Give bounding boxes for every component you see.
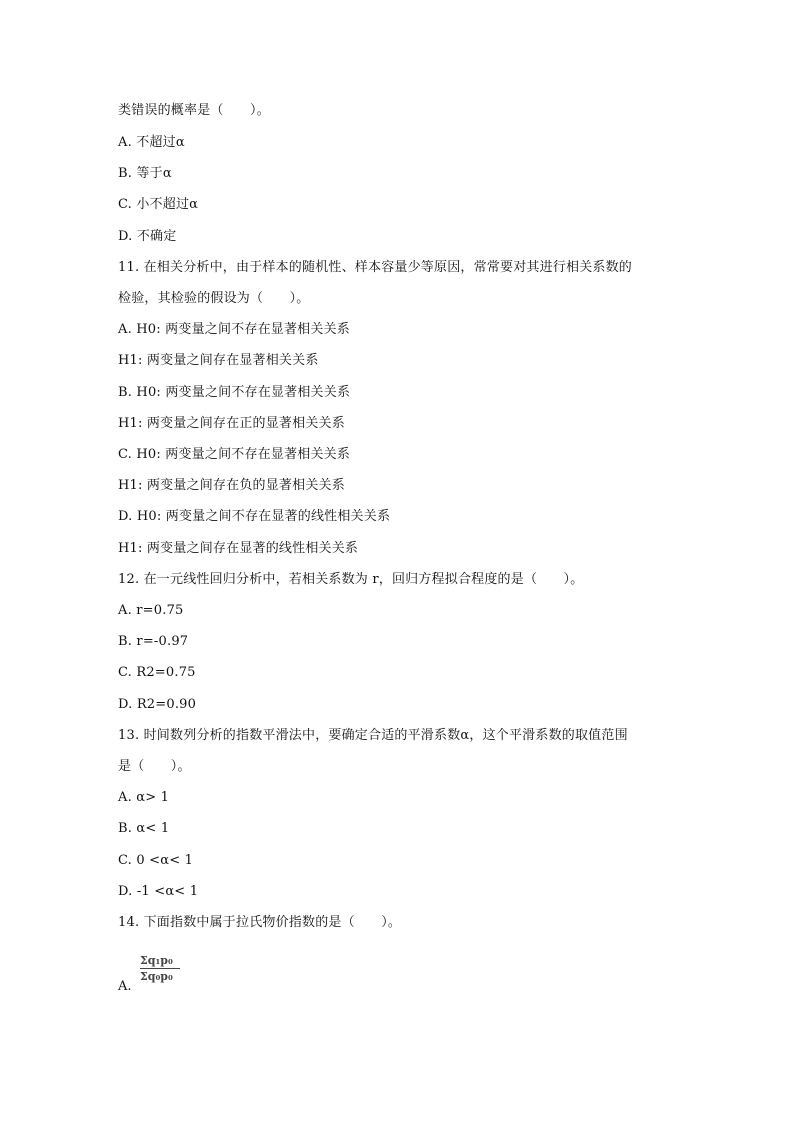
formula-denominator: Σq₀p₀ (140, 970, 173, 983)
question-11-cont: 检验，其检验的假设为（ ）。 (118, 291, 310, 306)
option-d: D. 不确定 (118, 229, 177, 244)
question-11: 11. 在相关分析中，由于样本的随机性、样本容量少等原因，常常要对其进行相关系数的 (118, 260, 633, 275)
option-c-h1: H1: 两变量之间存在负的显著相关关系 (118, 478, 345, 493)
option-a-h1: H1: 两变量之间存在显著相关关系 (118, 353, 319, 368)
option-b-h0: B. H0: 两变量之间不存在显著相关关系 (118, 385, 351, 400)
option-d-h1: H1: 两变量之间存在显著的线性相关关系 (118, 541, 359, 556)
option-c: C. 小不超过α (118, 197, 199, 212)
laspeyres-formula (140, 954, 180, 983)
question-14: 14. 下面指数中属于拉氏物价指数的是（ ）。 (118, 915, 402, 930)
option-b-h1: H1: 两变量之间存在正的显著相关关系 (118, 416, 345, 431)
option-c: C. 0 <α< 1 (118, 853, 194, 868)
option-d: D. -1 <α< 1 (118, 884, 199, 899)
fraction-bar (140, 968, 180, 969)
option-d-h0: D. H0: 两变量之间不存在显著的线性相关关系 (118, 509, 391, 524)
option-a: A. 不超过α (118, 135, 185, 150)
formula-numerator: Σq₁p₀ (140, 954, 173, 967)
option-b: B. 等于α (118, 166, 172, 181)
option-a: A. r=0.75 (118, 603, 184, 618)
question-12: 12. 在一元线性回归分析中，若相关系数为 r，回归方程拟合程度的是（ ）。 (118, 572, 584, 587)
question-text: 类错误的概率是（ ）。 (118, 103, 270, 118)
question-13-cont: 是（ ）。 (118, 759, 191, 774)
option-c: C. R2=0.75 (118, 665, 196, 680)
option-c-h0: C. H0: 两变量之间不存在显著相关关系 (118, 447, 351, 462)
option-b: B. α< 1 (118, 821, 170, 836)
question-13: 13. 时间数列分析的指数平滑法中，要确定合适的平滑系数α，这个平滑系数的取值范围 (118, 728, 628, 743)
option-d: D. R2=0.90 (118, 697, 197, 712)
option-a: A. α> 1 (118, 790, 170, 805)
option-b: B. r=-0.97 (118, 634, 189, 649)
option-a-h0: A. H0: 两变量之间不存在显著相关关系 (118, 322, 350, 337)
option-a-formula (118, 948, 238, 996)
option-label: A. (118, 979, 132, 994)
